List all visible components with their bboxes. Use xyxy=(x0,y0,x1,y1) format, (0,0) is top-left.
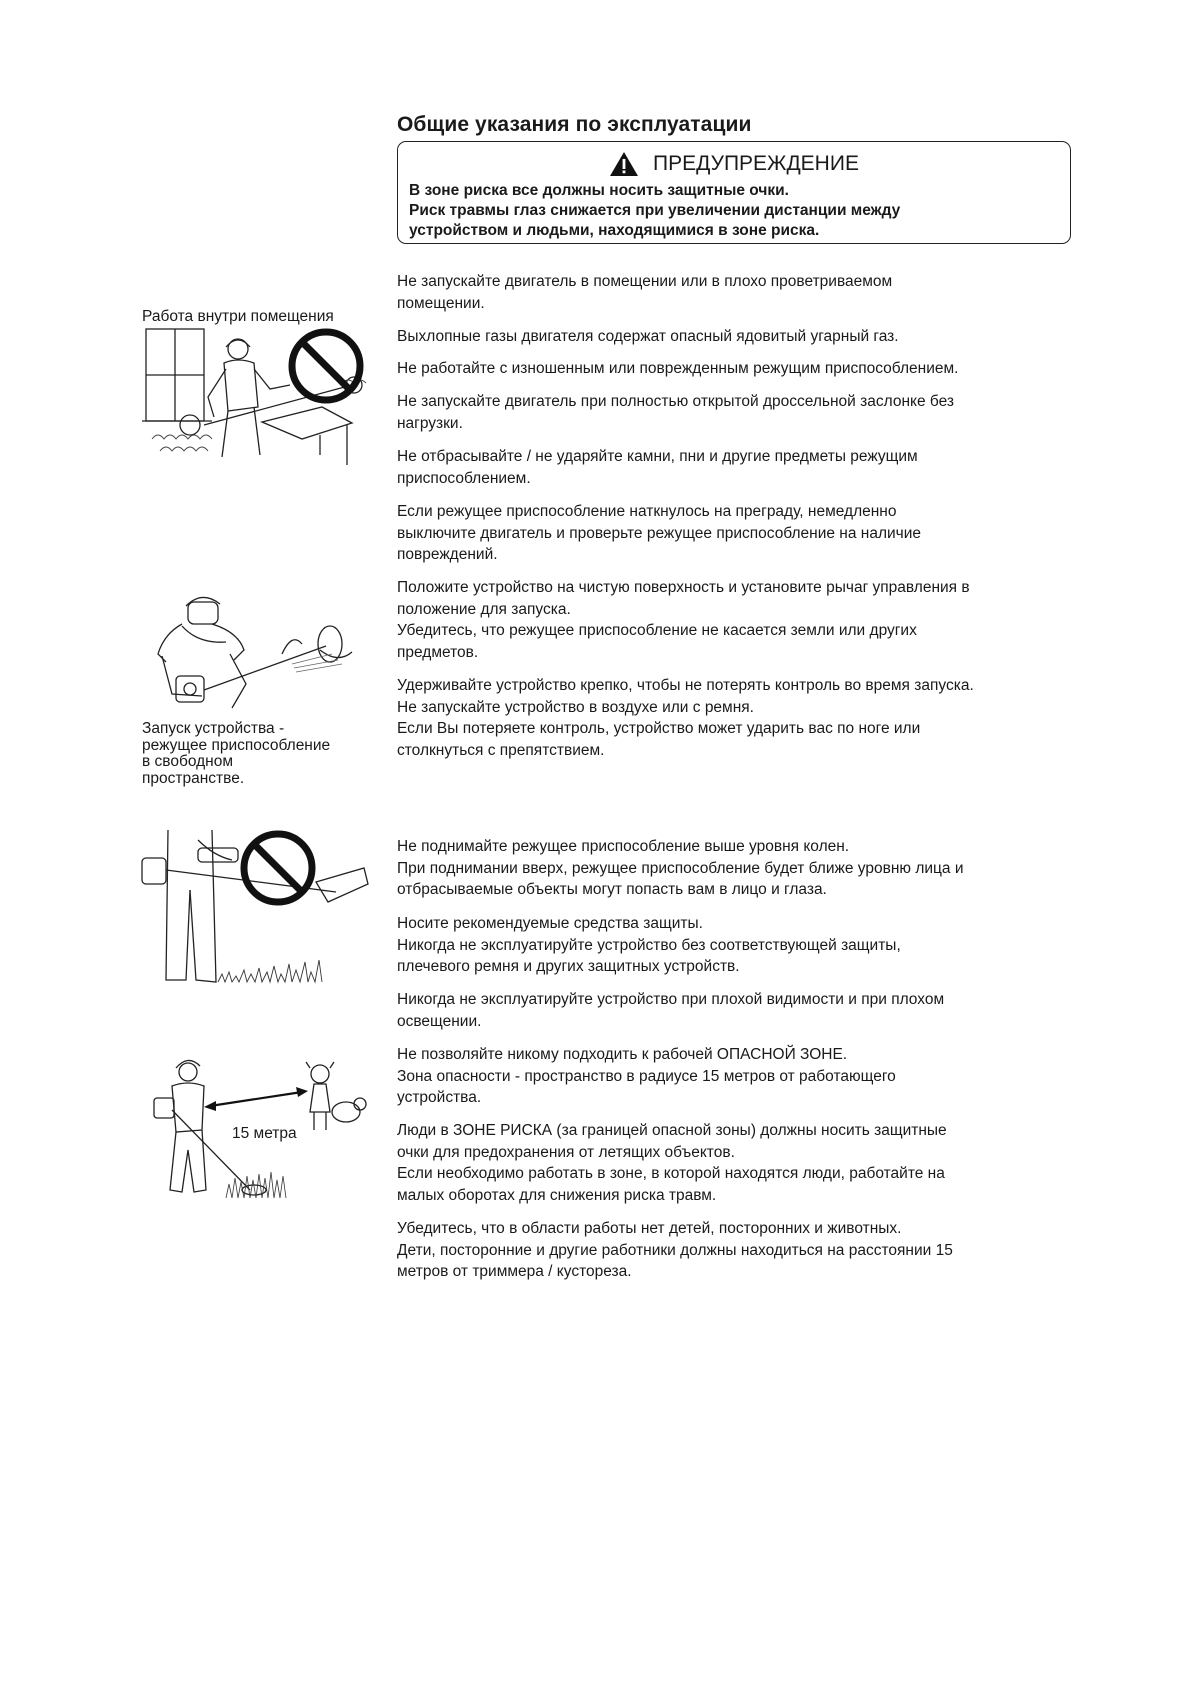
instruction-paragraph: Никогда не эксплуатируйте устройство при плохой видимости и при плохом освещении. xyxy=(397,991,945,1030)
instruction-paragraph: Не работайте с изношенным или поврежденным режущим приспособлением. xyxy=(397,360,959,377)
prohibited-icon xyxy=(292,332,360,400)
distance-label: 15 метра xyxy=(232,1125,297,1142)
startup-caption: Запуск устройства - режущее приспособление в свободном пространстве. xyxy=(142,720,331,787)
instruction-paragraph: Удерживайте устройство крепко, чтобы не потерять контроль во время запуска. Не запускайте устройство в воздухе или с ремня. Если Вы потеряете контроль, устройство может ударить вас по ноге или столкнуться с препятствием. xyxy=(397,677,974,759)
instruction-paragraph: Не позволяйте никому подходить к рабочей ОПАСНОЙ ЗОНЕ. Зона опасности - пространство в радиусе 15 метров от работающего устройства. xyxy=(397,1046,896,1106)
indoor-caption: Работа внутри помещения xyxy=(142,308,334,325)
section-title: Общие указания по эксплуатации xyxy=(397,113,752,136)
instruction-paragraph: Не отбрасывайте / не ударяйте камни, пни и другие предметы режущим приспособлением. xyxy=(397,448,918,487)
warning-line: устройством и людьми, находящимися в зоне риска. xyxy=(409,222,820,239)
warning-line: Риск травмы глаз снижается при увеличении дистанции между xyxy=(409,202,901,219)
warning-title: ПРЕДУПРЕЖДЕНИЕ xyxy=(653,152,859,175)
prohibited-icon xyxy=(244,834,312,902)
instruction-paragraph: Если режущее приспособление наткнулось на преграду, немедленно выключите двигатель и проверьте режущее приспособление на наличие повреждений. xyxy=(397,503,922,563)
indoor-operation-illustration xyxy=(142,327,382,467)
cutting-height-illustration xyxy=(138,830,373,990)
instruction-paragraph: Убедитесь, что в области работы нет детей, посторонних и животных. Дети, посторонние и другие работники должны находиться на расстоянии 15 метров от триммера / кустореза. xyxy=(397,1220,953,1280)
instruction-paragraph: Выхлопные газы двигателя содержат опасный ядовитый угарный газ. xyxy=(397,328,899,345)
warning-line: В зоне риска все должны носить защитные очки. xyxy=(409,182,789,199)
instruction-paragraph: Положите устройство на чистую поверхность и установите рычаг управления в положение для запуска. Убедитесь, что режущее приспособление не касается земли или других предметов. xyxy=(397,579,970,661)
warning-triangle-icon xyxy=(609,151,639,177)
instruction-paragraph: Люди в ЗОНЕ РИСКА (за границей опасной зоны) должны носить защитные очки для предохранения от летящих объектов. Если необходимо работать в зоне, в которой находятся люди, работайте на малых оборотах для снижения риска травм. xyxy=(397,1122,947,1204)
instruction-paragraph: Не поднимайте режущее приспособление выше уровня колен. При поднимании вверх, режущее приспособление будет ближе уровню лица и отбрасываемые объекты могут попасть вам в лицо и глаза. xyxy=(397,838,964,898)
distance-arrow xyxy=(204,1087,308,1111)
warning-header xyxy=(398,151,1070,177)
instruction-paragraph: Носите рекомендуемые средства защиты. Никогда не эксплуатируйте устройство без соответствующей защиты, плечевого ремня и других защитных устройств. xyxy=(397,915,901,975)
instruction-paragraph: Не запускайте двигатель в помещении или в плохо проветриваемом помещении. xyxy=(397,273,893,312)
warning-box xyxy=(397,141,1071,244)
startup-illustration xyxy=(142,584,372,714)
instruction-paragraph: Не запускайте двигатель при полностью открытой дроссельной заслонке без нагрузки. xyxy=(397,393,954,432)
